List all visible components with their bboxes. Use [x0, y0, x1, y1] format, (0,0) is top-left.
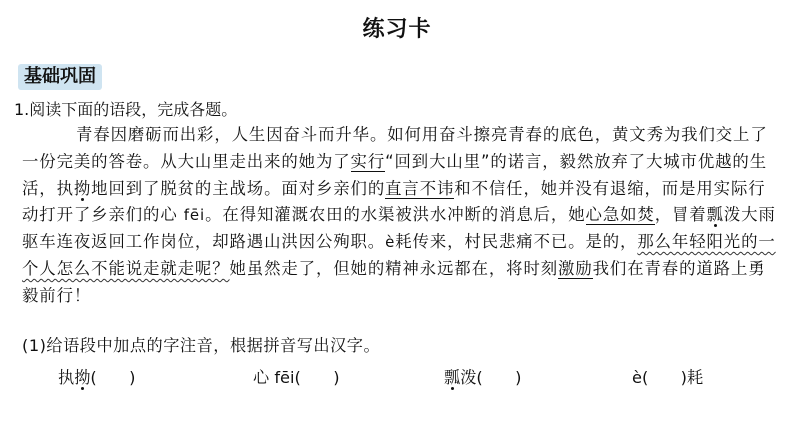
passage-text: 她虽然走了，但她的精神永远都在，将时刻	[229, 258, 559, 278]
passage-text: 。在得知灌溉农田的水渠被洪水冲断的消息后，她	[205, 205, 586, 225]
question-prompt	[14, 98, 237, 122]
question-number: 1.	[14, 100, 30, 119]
passage-text: 我们在青春的道路上勇毅前行！	[22, 258, 766, 305]
passage-text: 青春因磨砺而出彩，人生因奋斗而升华。如何用奋斗擦亮青春的底色，黄文秀为我们交上了一份完美的答卷。从大山里走出来的她为了	[22, 125, 768, 171]
question-prompt-text: 阅读下面的语段，完成各题。	[29, 100, 238, 119]
underlined-word-jili: 激励	[558, 258, 593, 278]
passage-text: “回到大山里”的诺言，毅然放弃了大城市优越的生活，执	[22, 151, 768, 198]
blank-parens: 泼( )	[460, 368, 522, 387]
answer-blank-fei[interactable]	[253, 366, 340, 390]
blank-parens: ( )	[90, 368, 136, 387]
underlined-word-shixing: 实行	[350, 151, 386, 171]
blank-suffix: 耗	[686, 368, 704, 387]
dotted-char: 拗	[74, 368, 91, 387]
passage-text: 耗传来，村民悲痛不已。是的，	[395, 232, 638, 252]
subquestion-1-label: (1)给语段中加点的字注音，根据拼音写出汉字。	[22, 336, 381, 355]
pinyin-e: è	[385, 233, 396, 252]
blank-parens: ( )	[641, 368, 687, 387]
underlined-word-xinji: 心急如焚	[585, 205, 655, 225]
answer-blank-ao[interactable]	[58, 366, 135, 390]
wavy-underlined-sentence: 那么年轻阳光的一个人怎么不能说走就走呢？	[22, 232, 776, 278]
answer-blank-e[interactable]	[632, 366, 703, 390]
section-label: 基础巩固	[18, 64, 102, 90]
pinyin-fei: fēi	[183, 206, 206, 225]
passage-text: 地回到了脱贫的主战场。面对乡亲们的	[91, 178, 386, 198]
passage-text: 泼大雨驱车连夜返回工作岗位，却路遇山洪因公殉职。	[22, 205, 776, 252]
underlined-word-zhiyan: 直言不讳	[385, 178, 455, 198]
reading-passage	[22, 122, 782, 310]
blank-prefix: è	[632, 368, 642, 387]
dotted-char-ao: 拗	[73, 178, 92, 198]
passage-text: ，冒着	[654, 205, 707, 225]
passage-text: 和不信任，她并没有退缩，而是用实际行动打开了乡亲们的心	[22, 178, 766, 225]
blank-prefix: 心 fēi	[253, 368, 295, 387]
page-title: 练习卡	[362, 17, 432, 42]
dotted-char: 瓢	[444, 368, 461, 387]
dotted-char-piao: 瓢	[706, 205, 724, 225]
blank-prefix: 执	[58, 368, 75, 387]
blank-parens: ( )	[294, 368, 340, 387]
answer-blank-piao[interactable]	[444, 366, 521, 390]
